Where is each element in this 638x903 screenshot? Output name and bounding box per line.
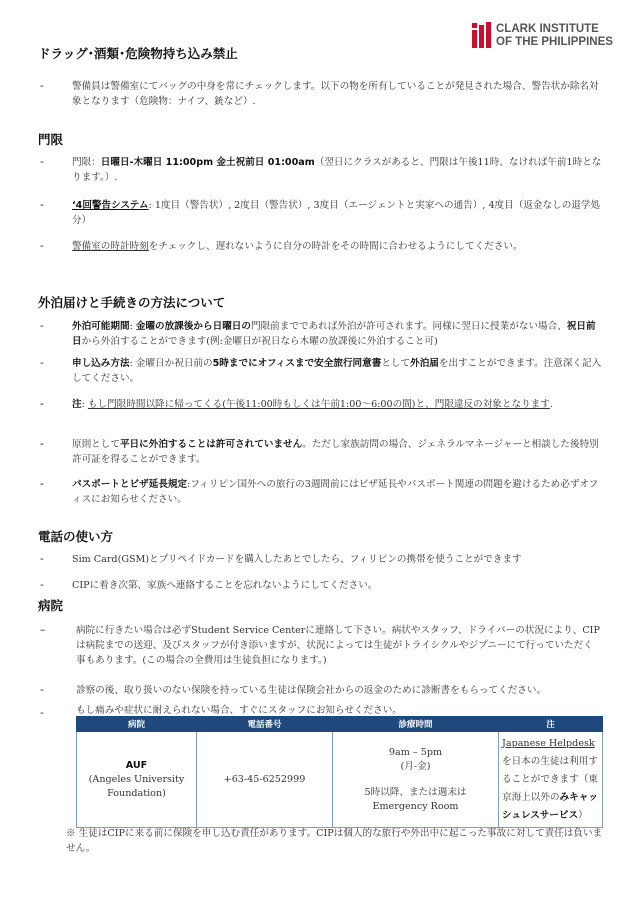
phone-item-sim: Sim Card(GSM)とプリペイドカードを購入したあとでしたら、フィリピンの携帯を使うことができます	[72, 554, 522, 565]
bullet: -	[40, 398, 44, 410]
cip-logo	[472, 22, 622, 56]
weekday-text-1: 原則として	[72, 439, 120, 450]
hospital-hours-cell	[333, 732, 499, 828]
application-method-text-2: として	[381, 358, 411, 369]
hospital-phone-cell: +63-45-6252999	[197, 732, 333, 828]
hospital-item-contact: 病院に行きたい場合は必ずStudent Service Centerに連絡して下さい。病状やスタッフ、ドライバーの状況により、CIPは病院までの送迎、及びスタッフが付き添いますが、状況によっては生徒がトライシクルやジプニーにて行っていただく事もあります。(この場合の全費用は生徒負担になります。)	[76, 625, 600, 666]
table-row	[77, 732, 603, 828]
weekday-text-2: 。ただし家族訪問の場合、ジェネラルマネージャーと相談した後特別許可証を得ることができます。	[72, 439, 599, 465]
warning-system-text: : 1度目（警告状）, 2度目（警告状）, 3度目（エージェントと実家への通告）, 4度目（返金なしの退学処分）	[72, 200, 601, 226]
hours-weekday: 9am – 5pm	[388, 746, 443, 758]
hospital-name: AUF	[125, 759, 148, 771]
application-method-label: 申し込み方法	[72, 358, 130, 369]
colon: :	[81, 399, 88, 410]
application-method-item	[72, 356, 602, 386]
section-title-curfew: 門限	[38, 132, 64, 147]
curfew-note: （翌日にクラスがあると、門限は午後11時、なければ午前1時となります。）.	[72, 157, 602, 183]
curfew-item-warning	[72, 198, 602, 228]
bullet: -	[40, 320, 44, 332]
bullet: -	[40, 707, 44, 719]
overnight-period-text: 門限前までであれば外泊が許可されます。同様に翌日に授業がない場合、	[250, 321, 567, 332]
overnight-period-example: から外泊することができます(例:金曜日が祝日なら木曜の放課後に外泊すること可)	[81, 336, 438, 347]
insurance-footnote: ※ 生徒はCIPに来る前に保険を申し込む責任があります。CIPは個人的な旅行や外出中に起こった事故に対して責任は負いません。	[66, 828, 603, 854]
phone-item-contact: CIPに着き次第、家族へ連絡することを忘れないようにしてください。	[72, 580, 378, 591]
cashless-service: みキャッシュレスサービス	[502, 791, 598, 821]
note-label: 注	[72, 399, 82, 410]
section-title-phone: 電話の使い方	[38, 529, 114, 544]
hospital-item-insurance: 診察の後、取り扱いのない保険を持っている生徒は保険会社からの返金のために診断書をもらってください。	[76, 685, 547, 696]
note-text-2: ）	[578, 809, 588, 821]
overnight-note-item	[72, 397, 602, 412]
bullet: -	[40, 80, 44, 92]
table-header-row	[77, 717, 603, 732]
weekday-overnight-item	[72, 437, 602, 467]
curfew-violation-text: もし門限時間以降に帰ってくる(午後11:00時もしくは午前1:00～6:00の間)と、門限違反の対象となります	[87, 399, 550, 410]
security-clock-label: 警備室の時計時刻	[72, 241, 149, 252]
bullet: -	[40, 579, 44, 591]
logo-line-1: CLARK INSTITUTE	[496, 23, 599, 35]
bullet: -	[40, 156, 44, 168]
note-text-1: を日本の生徒は利用することができます（東京海上以外の	[502, 755, 598, 803]
application-method-text-1: : 金曜日か祝日前の	[129, 358, 213, 369]
overnight-period-item	[72, 319, 602, 349]
section-title-hospital: 病院	[38, 598, 64, 613]
security-clock-text: をチェックし、遅れないように自分の時計をその時間に合わせるようにしてください。	[148, 241, 523, 252]
table-header-note: 注	[499, 717, 603, 732]
table-header-hospital: 病院	[77, 717, 197, 732]
bullet: -	[40, 553, 44, 565]
hospital-item-pain: もし痛みや症状に耐えられない場合、すぐにスタッフにお知らせください。	[76, 705, 402, 716]
passport-visa-item	[72, 477, 602, 507]
curfew-item-hours	[72, 155, 602, 185]
warning-system-label: ‘4回警告システム	[72, 200, 149, 211]
overnight-period-label: 外泊可能期間	[72, 321, 130, 332]
hours-emergency: Emergency Room	[372, 800, 459, 812]
curfew-item-clock	[72, 239, 602, 254]
bullet: -	[40, 478, 44, 490]
hours-after: 5時以降、または週末は	[364, 786, 467, 798]
bullet: -	[40, 357, 44, 369]
hours-days: (月-金)	[400, 760, 431, 772]
section-title-overnight: 外泊届けと手続きの方法について	[38, 295, 226, 310]
period: .	[549, 399, 553, 410]
overnight-form-label: 外泊届	[410, 358, 439, 369]
table-header-hours: 診療時間	[333, 717, 499, 732]
section-title-prohibited: ドラッグ･酒類･危険物持ち込み禁止	[38, 46, 238, 61]
hospital-note-cell	[499, 732, 603, 828]
hospital-full-name: (Angeles University Foundation)	[88, 773, 185, 799]
bullet: -	[40, 684, 44, 696]
curfew-times: 日曜日-木曜日 11:00pm 金土祝前日 01:00am	[100, 157, 315, 168]
japanese-helpdesk: Japanese Helpdesk	[502, 737, 595, 749]
bullet: -	[40, 199, 44, 211]
application-deadline: 5時までにオフィスまで安全旅行同意書	[212, 358, 382, 369]
hospital-name-cell	[77, 732, 197, 828]
logo-line-2: OF THE PHILIPPINES	[496, 36, 613, 48]
passport-visa-text: :フィリピン国外への旅行の3週間前にはビザ延長やパスポート関連の問題を避けるため必ずオフィスにお知らせください。	[72, 479, 599, 505]
curfew-label: 門限：	[72, 157, 101, 168]
bullet: -	[40, 438, 44, 450]
application-method-text-3: を出すことができます。注意深く記入してください。	[72, 358, 602, 384]
table-header-phone: 電話番号	[197, 717, 333, 732]
cip-logo-icon	[472, 22, 492, 48]
passport-visa-label: パスポートとビザ延長規定	[72, 479, 188, 490]
holiday-eve-label: 祝日前日	[72, 321, 596, 347]
hospital-table	[76, 716, 603, 828]
bullet: -	[40, 240, 44, 252]
colon: :	[129, 321, 136, 332]
overnight-period-days: 金曜の放課後から日曜日の	[135, 321, 251, 332]
weekday-not-allowed: 平日に外泊することは許可されていません	[119, 439, 303, 450]
bullet: –	[40, 624, 46, 636]
logo-text	[496, 23, 613, 49]
prohibited-item-text: 警備員は警備室にてバッグの中身を常にチェックします。以下の物を所有していることが発見された場合、警告状か除名対象となります（危険物：ナイフ、銃など）.	[72, 81, 599, 107]
